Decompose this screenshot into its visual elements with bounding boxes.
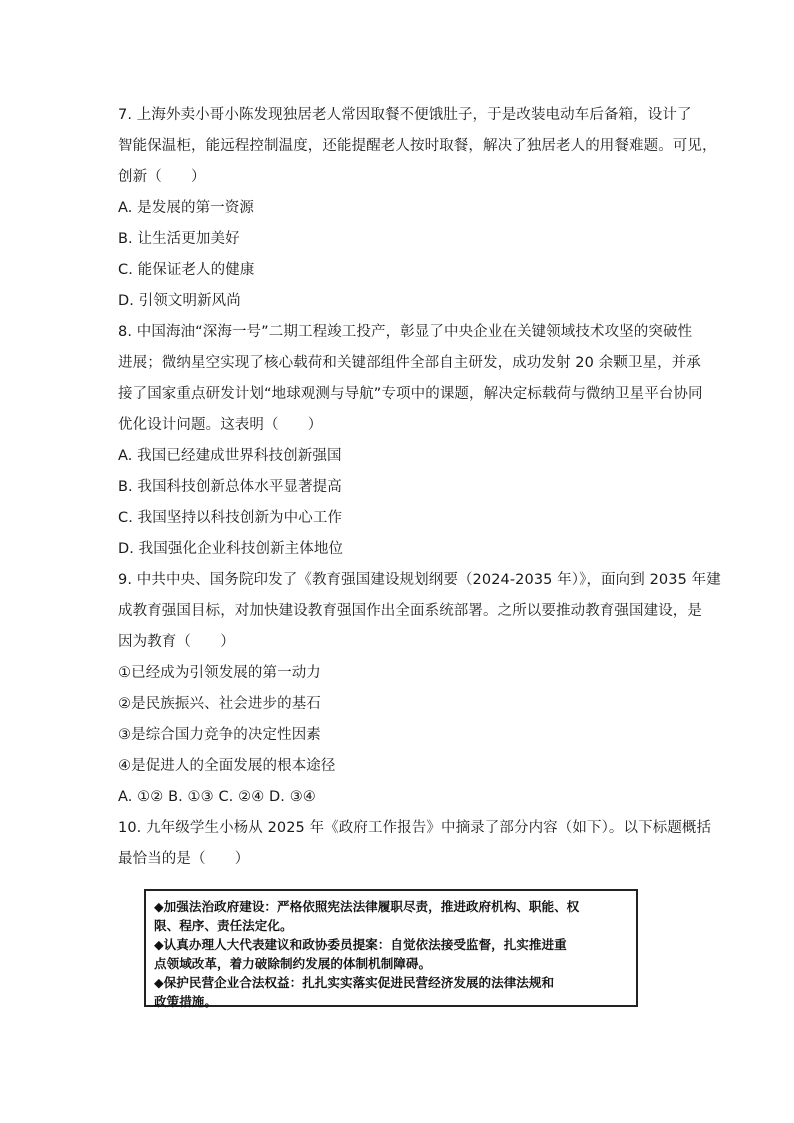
question-7-option-b: B. 让生活更加美好 — [118, 231, 240, 247]
question-10-stem-line-2: 最恰当的是（ ） — [118, 851, 250, 867]
excerpt-line-1: ◆加强法治政府建设：严格依照宪法法律履职尽责，推进政府机构、职能、权 — [154, 899, 580, 914]
question-8-stem-line-2: 进展；微纳星空实现了核心载荷和关键部组件全部自主研发，成功发射 20 余颗卫星，并承 — [118, 355, 701, 371]
question-7-stem-line-1: 7. 上海外卖小哥小陈发现独居老人常因取餐不便饿肚子，于是改装电动车后备箱，设计了 — [118, 107, 692, 123]
question-9-item-1: ①已经成为引领发展的第一动力 — [118, 665, 321, 681]
question-10-stem-line-1: 10. 九年级学生小杨从 2025 年《政府工作报告》中摘录了部分内容（如下）。以下标题概括 — [118, 820, 712, 836]
question-8-stem-line-4: 优化设计问题。这表明（ ） — [118, 417, 323, 433]
question-9-options: A. ①② B. ①③ C. ②④ D. ③④ — [118, 789, 316, 805]
question-8-option-d: D. 我国强化企业科技创新主体地位 — [118, 541, 344, 557]
question-7 — [118, 100, 717, 317]
excerpt-line-4: 点领域改革，着力破除制约发展的体制机制障碍。 — [154, 956, 432, 971]
question-7-stem-line-2: 智能保温柜，能远程控制温度，还能提醒老人按时取餐，解决了独居老人的用餐难题。可见， — [118, 138, 717, 154]
exam-page — [118, 100, 721, 875]
question-10 — [118, 813, 712, 875]
question-7-option-c: C. 能保证老人的健康 — [118, 262, 255, 278]
question-8-stem-line-3: 接了国家重点研发计划“地球观测与导航”专项中的课题，解决定标载荷与微纳卫星平台协同 — [118, 386, 703, 402]
excerpt-line-6: 政策措施。 — [154, 994, 217, 1009]
question-7-stem-line-3: 创新（ ） — [118, 169, 206, 185]
question-9-item-2: ②是民族振兴、社会进步的基石 — [118, 696, 321, 712]
question-8 — [118, 317, 703, 565]
question-7-option-a: A. 是发展的第一资源 — [118, 200, 254, 216]
excerpt-line-2: 限、程序、责任法定化。 — [154, 918, 293, 933]
question-8-option-c: C. 我国坚持以科技创新为中心工作 — [118, 510, 343, 526]
question-9 — [118, 565, 721, 813]
question-9-stem-line-2: 成教育强国目标，对加快建设教育强国作出全面系统部署。之所以要推动教育强国建设，是 — [118, 603, 702, 619]
question-9-item-4: ④是促进人的全面发展的根本途径 — [118, 758, 336, 774]
excerpt-line-5: ◆保护民营企业合法权益：扎扎实实落实促进民营经济发展的法律法规和 — [154, 975, 555, 990]
question-8-option-b: B. 我国科技创新总体水平显著提高 — [118, 479, 342, 495]
question-9-stem-line-3: 因为教育（ ） — [118, 634, 235, 650]
excerpt-box — [144, 889, 638, 1007]
question-8-option-a: A. 我国已经建成世界科技创新强国 — [118, 448, 342, 464]
question-7-option-d: D. 引领文明新风尚 — [118, 293, 241, 309]
excerpt-line-3: ◆认真办理人大代表建议和政协委员提案：自觉依法接受监督，扎实推进重 — [154, 937, 567, 952]
question-9-stem-line-1: 9. 中共中央、国务院印发了《教育强国建设规划纲要（2024-2035 年）》，面向到 2035 年建 — [118, 572, 721, 588]
question-9-item-3: ③是综合国力竞争的决定性因素 — [118, 727, 321, 743]
question-8-stem-line-1: 8. 中国海油“深海一号”二期工程竣工投产，彰显了中央企业在关键领域技术攻坚的突破性 — [118, 324, 693, 340]
